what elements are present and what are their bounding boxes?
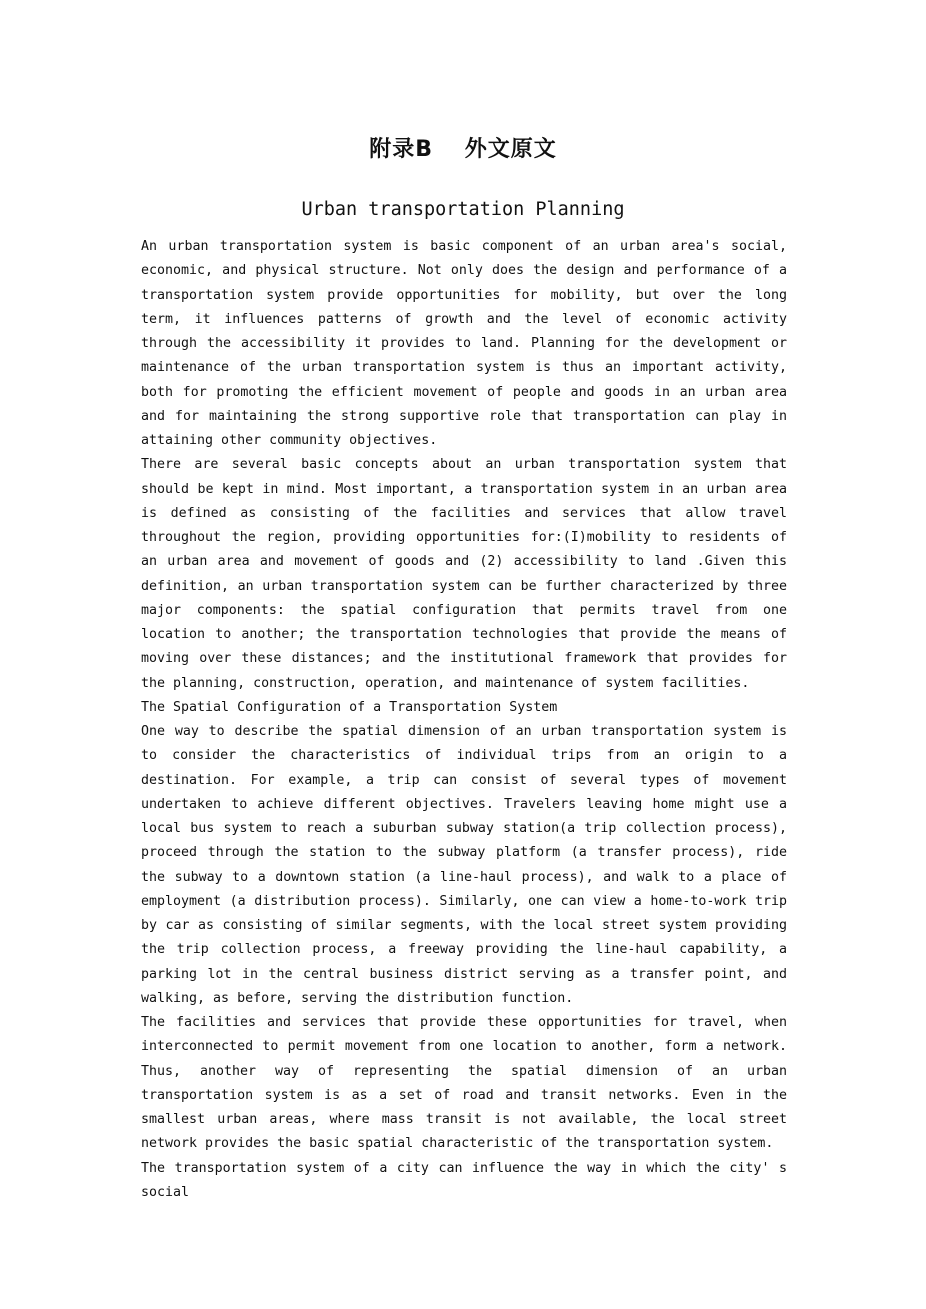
paragraph-networks: The facilities and services that provide these opportunities for travel, when interconnected to permit movement from one location to another, form a network. Thus, another way of representing the spatial dimension of an urban transportation system is as a set of road and transit networks. Even in the smallest urban areas, where mass transit is not available, the local street network provides the basic spatial characteristic of the transportation system.	[141, 1015, 787, 1152]
appendix-heading: 附录B 外文原文	[369, 137, 557, 162]
paragraph-intro: An urban transportation system is basic component of an urban area's social, economic, and physical structure. Not only does the design and performance of a transportation system provide opportunities for mobility, but over the long term, it influences patterns of growth and the level of economic activity through the accessibility it provides to land. Planning for the development or maintenance of the urban transportation system is thus an important activity, both for promoting the efficient movement of people and goods in an urban area and for maintaining the strong supportive role that transportation can play in attaining other community objectives.	[141, 239, 787, 448]
paragraph-city-influence: The transportation system of a city can influence the way in which the city' s social	[141, 1160, 787, 1200]
paragraph-concepts: There are several basic concepts about an urban transportation system that should be kept in mind. Most important, a transportation system in an urban area is defined as consisting of the facilities and services that allow travel throughout the region, providing opportunities for:(I)mobility to residents of an urban area and movement of goods and (2) accessibility to land .Given this definition, an urban transportation system can be further characterized by three major components: the spatial configuration that permits travel from one location to another; the transportation technologies that provide the means of moving over these distances; and the institutional framework that provides for the planning, construction, operation, and maintenance of system facilities.	[141, 457, 787, 691]
document-body	[141, 235, 787, 1205]
document-title: Urban transportation Planning	[301, 199, 625, 220]
paragraph-trip-characteristics: One way to describe the spatial dimension of an urban transportation system is to consider the characteristics of individual trips from an origin to a destination. For example, a trip can consist of several types of movement undertaken to achieve different objectives. Travelers leaving home might use a local bus system to reach a suburban subway station(a trip collection process), proceed through the station to the subway platform (a transfer process), ride the subway to a downtown station (a line-haul process), and walk to a place of employment (a distribution process). Similarly, one can view a home-to-work trip by car as consisting of similar segments, with the local street system providing the trip collection process, a freeway providing the line-haul capability, a parking lot in the central business district serving as a transfer point, and walking, as before, serving the distribution function.	[141, 724, 787, 1006]
section-title-spatial-configuration: The Spatial Configuration of a Transportation System	[141, 699, 558, 715]
